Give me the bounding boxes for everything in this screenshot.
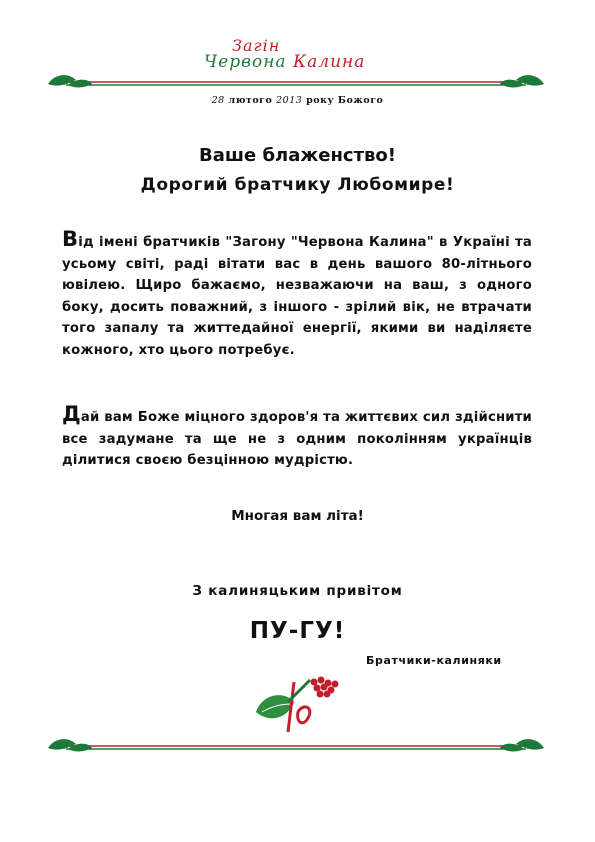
document-date: [0, 95, 595, 106]
drop-cap: Д: [62, 402, 81, 426]
date-day: 28: [211, 95, 225, 106]
greeting-addressee: Дорогий братчику Любомире!: [140, 175, 455, 195]
logo-word-kalyna: Калина: [286, 52, 366, 72]
paragraph-text: ай вам Боже міцного здоров'я та життєвих сил здійснити все задумане та ще не з одним поколінням українців ділитися своєю безцінною мудрістю.: [62, 410, 532, 468]
logo-word-chervona: Червона: [204, 52, 287, 72]
greeting-title: Ваше блаженство!: [199, 145, 396, 166]
paragraph-wishes: [62, 402, 532, 472]
leaf-border-bottom-icon: [46, 734, 546, 758]
paragraph-text: ід імені братчиків "Загону "Червона Калина" в Україні та усьому світі, раді вітати вас в день вашого 80-літнього ювілею. Щиро бажаємо, незважаючи на ваш, з одного боку, досить поважний, з іншого - зрілий вік, не втрачати того запалу та життедайної енергії, якими ви наділяєте кожного, хто цього потребує.: [62, 235, 532, 358]
viburnum-emblem-icon: [248, 672, 348, 736]
date-tail: року Божого: [302, 95, 384, 106]
drop-cap: В: [62, 227, 79, 251]
pugu-greeting: ПУ-ГУ!: [249, 618, 346, 644]
wish-line: Многая вам літа!: [231, 508, 364, 524]
date-year: 2013: [276, 95, 303, 106]
paragraph-congratulation: [62, 227, 532, 361]
date-month: лютого: [224, 95, 277, 106]
regards-line: З калиняцьким привітом: [192, 583, 403, 599]
logo-title-line2: [204, 52, 365, 72]
signature: Братчики-калиняки: [366, 654, 502, 667]
logo-title-line1: Загін: [232, 36, 281, 55]
leaf-border-top-icon: [46, 70, 546, 94]
